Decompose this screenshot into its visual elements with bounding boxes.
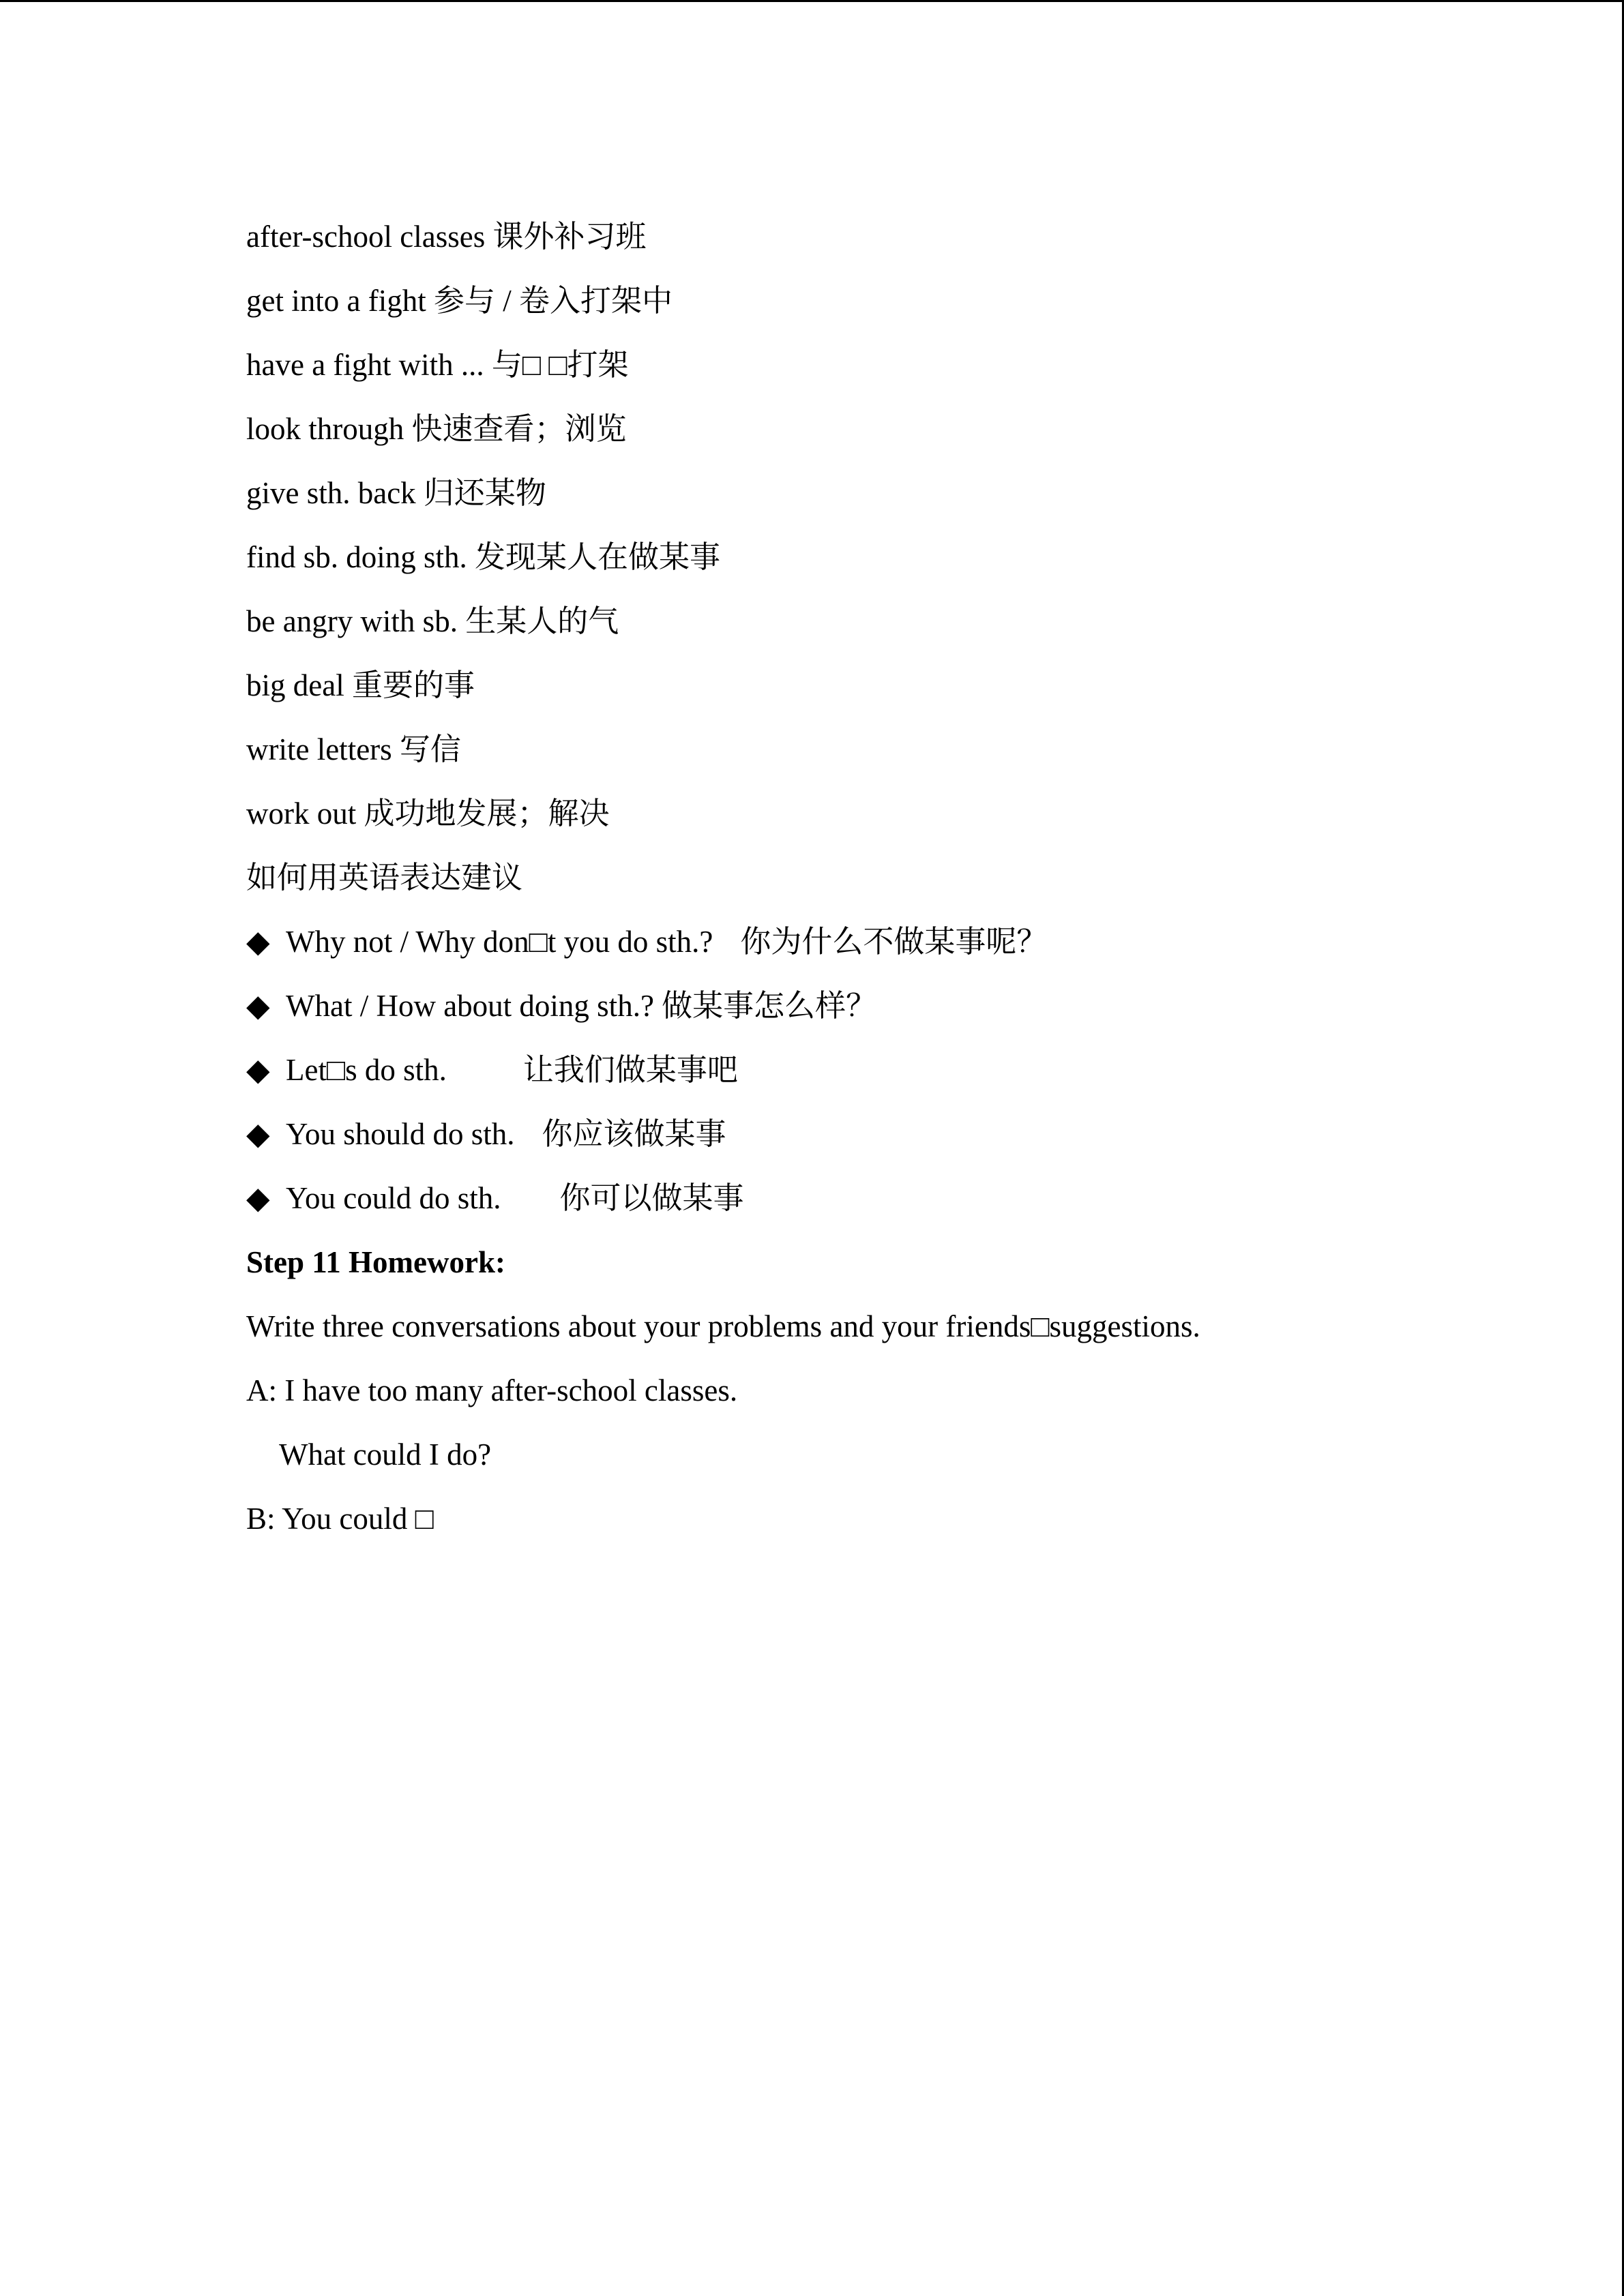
dialogue-line-b: B: You could □	[246, 1502, 434, 1536]
suggestion-english: Let□s do sth.	[286, 1053, 447, 1087]
vocab-line-1: after-school classes 课外补习班	[246, 220, 647, 254]
vocab-line-2: get into a fight 参与 / 卷入打架中	[246, 284, 673, 318]
vocab-line-5: give sth. back 归还某物	[246, 476, 546, 510]
dialogue-line-a: A: I have too many after-school classes.	[246, 1373, 738, 1407]
homework-instruction: Write three conversations about your problems and your friends□suggestions.	[246, 1309, 1200, 1343]
diamond-bullet-icon: ◆	[246, 925, 270, 959]
suggestion-item	[246, 910, 1542, 974]
document-body	[246, 205, 1542, 1551]
homework-title: Step 11 Homework:	[246, 1245, 505, 1279]
diamond-bullet-icon: ◆	[246, 1053, 270, 1087]
suggestion-english: What / How about doing sth.?	[286, 989, 654, 1023]
diamond-bullet-icon: ◆	[246, 1117, 270, 1151]
suggestion-chinese: 让我们做某事吧	[522, 1053, 738, 1087]
suggestion-chinese: 你为什么不做某事呢？	[740, 925, 1048, 959]
suggestion-chinese: 你可以做某事	[559, 1181, 744, 1215]
vocab-line-4: look through 快速查看；浏览	[246, 412, 627, 446]
suggestion-english: Why not / Why don□t you do sth.?	[286, 925, 713, 959]
page-border-top	[0, 0, 1624, 2]
diamond-bullet-icon: ◆	[246, 1181, 270, 1215]
vocab-line-3: have a fight with ... 与□ □打架	[246, 348, 629, 382]
suggestion-english: You should do sth.	[286, 1117, 515, 1151]
vocab-line-7: be angry with sb. 生某人的气	[246, 604, 619, 638]
suggestion-item	[246, 1166, 1542, 1230]
suggestions-heading: 如何用英语表达建议	[246, 861, 523, 895]
vocab-line-9: write letters 写信	[246, 732, 461, 766]
vocab-line-6: find sb. doing sth. 发现某人在做某事	[246, 540, 721, 574]
suggestion-chinese: 做某事怎么样？	[662, 989, 877, 1023]
suggestion-item	[246, 1102, 1542, 1166]
vocab-line-8: big deal 重要的事	[246, 668, 475, 702]
suggestion-item	[246, 974, 1542, 1038]
suggestion-chinese: 你应该做某事	[542, 1117, 726, 1151]
suggestion-english: You could do sth.	[286, 1181, 501, 1215]
suggestion-item	[246, 1038, 1542, 1102]
vocab-line-10: work out 成功地发展；解决	[246, 796, 610, 831]
diamond-bullet-icon: ◆	[246, 989, 270, 1023]
dialogue-line-a-continued: What could I do?	[279, 1437, 492, 1472]
